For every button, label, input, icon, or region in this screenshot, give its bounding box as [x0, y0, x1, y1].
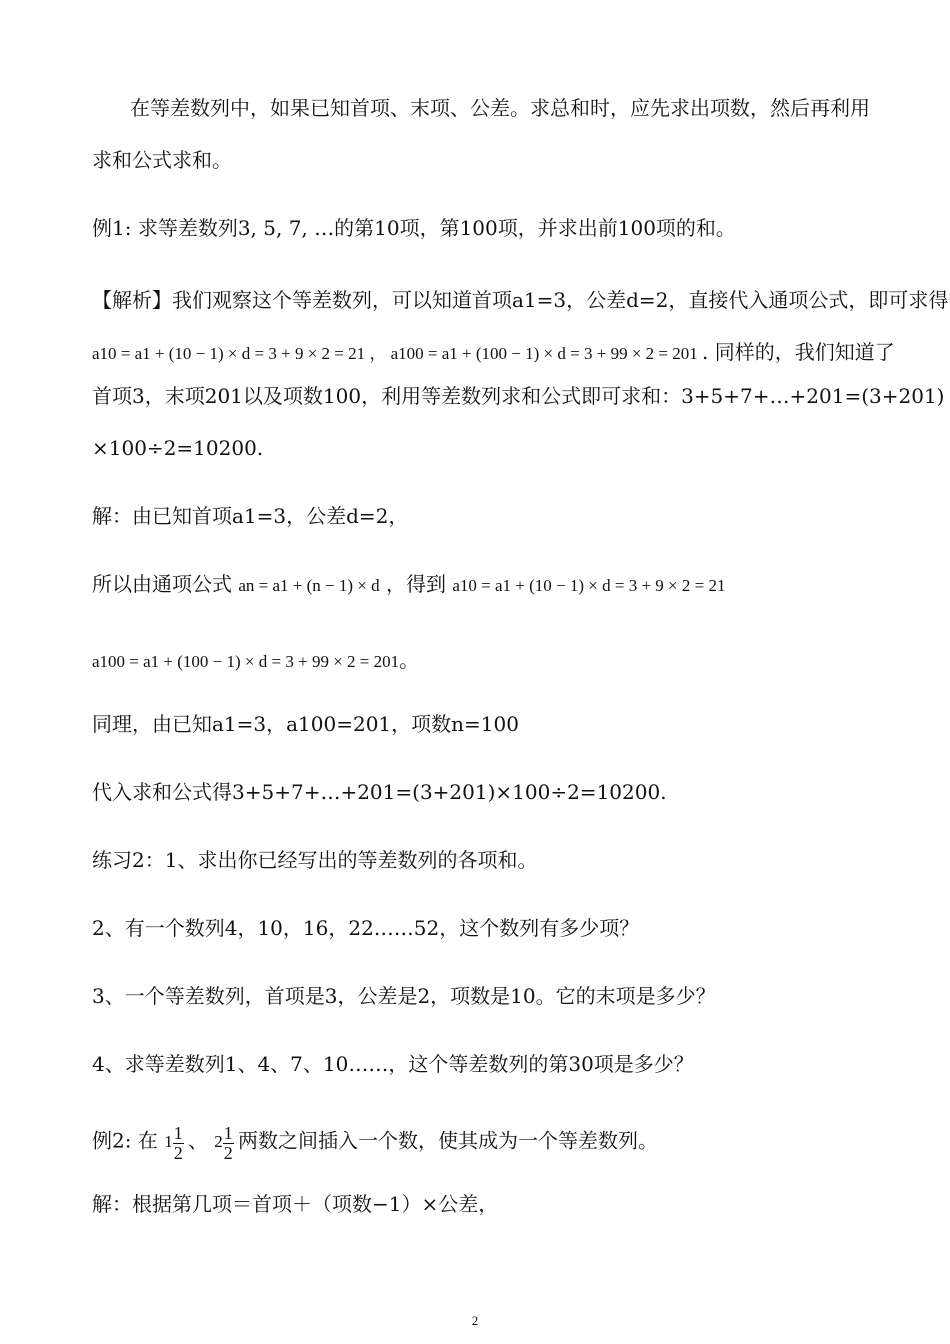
exercise-2-item-1: 练习2：1、求出你已经写出的等差数列的各项和。 — [92, 848, 538, 872]
solution-line-1: 解：由已知首项a1=3，公差d=2， — [92, 504, 409, 528]
solution-line-4: 同理，由已知a1=3，a100=201，项数n=100 — [92, 712, 519, 736]
analysis-line-2: a10 = a1 + (10 − 1) × d = 3 + 9 × 2 = 21 ， a100 = a1 + (100 − 1) × d = 3 + 99 × 2 = 201 . 同样的，我们知道了 — [92, 340, 895, 364]
mixed-number-1-whole: 1 — [164, 1132, 173, 1152]
mixed-number-1 — [164, 1123, 188, 1163]
analysis-line-1: 【解析】我们观察这个等差数列，可以知道首项a1=3，公差d=2，直接代入通项公式，即可求得 — [92, 288, 949, 312]
fraction-1 — [173, 1124, 184, 1163]
exercise-2-item-4: 4、求等差数列1、4、7、10……，这个等差数列的第30项是多少？ — [92, 1052, 694, 1076]
mixed-number-2-whole: 2 — [214, 1132, 223, 1152]
example-2-suffix: 两数之间插入一个数，使其成为一个等差数列。 — [238, 1128, 659, 1153]
fraction-1-numerator: 1 — [173, 1123, 183, 1143]
solution-line-2-mid: ，得到 — [385, 572, 446, 596]
intro-line-2: 求和公式求和。 — [92, 148, 232, 172]
exercise-2-item-2: 2、有一个数列4，10，16，22……52，这个数列有多少项？ — [92, 916, 640, 940]
solution-line-2-text: 所以由通项公式 — [92, 572, 232, 596]
fraction-2-denominator: 2 — [223, 1143, 233, 1163]
example-2 — [92, 1124, 658, 1163]
mixed-number-2 — [214, 1123, 238, 1163]
formula-a10-solution: a10 = a1 + (10 − 1) × d = 3 + 9 × 2 = 21 — [452, 576, 726, 595]
example-1: 例1: 求等差数列3, 5, 7, …的第10项，第100项，并求出前100项的和。 — [92, 216, 736, 240]
solution-line-3 — [92, 648, 419, 674]
page-number: 2 — [471, 1313, 479, 1328]
exercise-2-item-3: 3、一个等差数列，首项是3，公差是2，项数是10。它的末项是多少？ — [92, 984, 716, 1008]
intro-line-1: 在等差数列中，如果已知首项、末项、公差。求总和时，应先求出项数，然后再利用 — [130, 96, 870, 120]
example-2-separator: 、 — [187, 1128, 208, 1153]
formula-a10: a10 = a1 + (10 − 1) × d = 3 + 9 × 2 = 21 — [92, 344, 366, 363]
fraction-2 — [223, 1124, 234, 1163]
formula-a100: a100 = a1 + (100 − 1) × d = 3 + 99 × 2 = 201 — [390, 344, 698, 363]
example-2-prefix: 例2: 在 — [92, 1128, 158, 1153]
fraction-1-denominator: 2 — [173, 1143, 183, 1163]
analysis-line-4: ×100÷2=10200. — [92, 436, 264, 460]
analysis-line-3: 首项3，末项201以及项数100，利用等差数列求和公式即可求和：3+5+7+…+201=(3+201) — [92, 384, 945, 408]
formula-a100-solution: a100 = a1 + (100 − 1) × d = 3 + 99 × 2 = 201 — [92, 652, 400, 671]
solution-2-line-1: 解：根据第几项＝首项＋（项数−1）×公差， — [92, 1192, 499, 1216]
solution-line-3-tail: 。 — [399, 648, 420, 672]
fraction-2-numerator: 1 — [223, 1123, 233, 1143]
analysis-tail: . 同样的，我们知道了 — [702, 340, 895, 364]
formula-an: an = a1 + (n − 1) × d — [238, 576, 380, 595]
solution-line-5: 代入求和公式得3+5+7+…+201=(3+201)×100÷2=10200. — [92, 780, 667, 804]
solution-line-2 — [92, 572, 725, 598]
